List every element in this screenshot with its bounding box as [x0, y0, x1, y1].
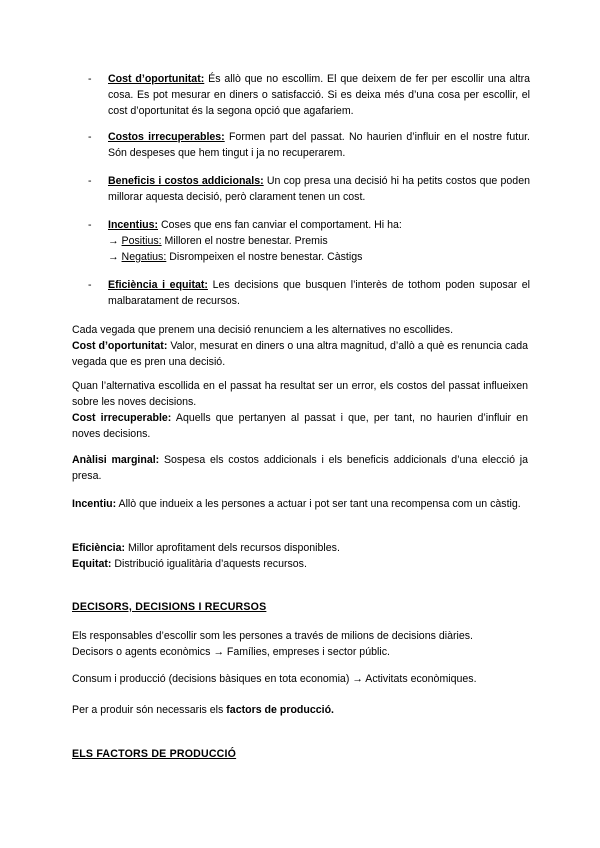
bullet-dash: - [88, 279, 92, 291]
definition-term: Equitat: [72, 558, 112, 570]
bullet-body: Un cop presa una decisió hi ha petits costos que poden millorar aquesta decisió, però clarament tenen un cost. [108, 175, 530, 203]
bullet-dash: - [88, 73, 92, 85]
bullet-body: És allò que no escollim. El que deixem de fer per escollir una altra cosa. Es pot mesurar en diners o satisfacció. Si es deixa més d’una cosa per escollir, el cost d’oportunitat és la segona opció que agafariem. [108, 73, 530, 117]
bullet-term: Cost d’oportunitat: [108, 73, 205, 85]
section1-factors [72, 702, 528, 718]
bullet-dash: - [88, 175, 92, 187]
section-heading-decisors: DECISORS, DECISIONS I RECURSOS [72, 601, 267, 613]
paragraph-text: Quan l’alternativa escollida en el passat ha resultat ser un error, els costos del passat influeixen sobre les noves decisions. [72, 380, 528, 408]
bullet-incentius [90, 217, 530, 265]
definition-text: Valor, mesurat en diners o una altra magnitud, d’allò a què es renuncia cada vegada que es pren una decisió. [72, 340, 528, 368]
bullet-cost-oportunitat [90, 71, 530, 119]
definition-term: Incentiu: [72, 498, 117, 510]
bullet-text [108, 71, 530, 119]
bullet-text [108, 277, 530, 309]
subitem-negatius [108, 249, 530, 265]
paragraph-incentiu [72, 496, 528, 512]
paragraph-text: Cada vegada que prenem una decisió renunciem a les alternatives no escollides. [72, 324, 454, 336]
section-heading-factors: ELS FACTORS DE PRODUCCIÓ [72, 748, 237, 760]
paragraph-analisi-marginal [72, 452, 528, 484]
definition-text: Millor aprofitament dels recursos disponibles. [125, 542, 340, 554]
paragraph-text: Consum i producció (decisions bàsiques en tota economia) → Activitats econòmiques. [72, 673, 477, 685]
paragraph-text: Els responsables d’escollir som les persones a través de milions de decisions diàries. [72, 630, 473, 642]
section1-lines [72, 628, 528, 660]
paragraph-cost-irrecuperable [72, 378, 528, 442]
paragraph-eficiencia-equitat [72, 540, 528, 572]
subitem-term: Negatius: [121, 251, 167, 263]
arrow-icon: → [108, 235, 122, 247]
bullet-text [108, 173, 530, 205]
bullet-dash: - [88, 219, 92, 231]
arrow-icon: → [108, 251, 122, 263]
section1-consum [72, 671, 528, 687]
bullet-term: Incentius: [108, 219, 159, 231]
subitem-body: Disrompeixen el nostre benestar. Càstigs [166, 251, 363, 263]
bullet-body: Coses que ens fan canviar el comportament. Hi ha: [158, 219, 402, 231]
subitem-term: Positius: [121, 235, 162, 247]
bullet-costos-irrecuperables [90, 129, 530, 161]
definition-text: Distribució igualitària d’aquests recursos. [111, 558, 307, 570]
definition-text: Aquells que pertanyen al passat i que, per tant, no haurien d’influir en noves decisions. [72, 412, 528, 440]
bullet-text [108, 217, 530, 233]
paragraph-renuncia [72, 322, 528, 370]
subitem-body: Milloren el nostre benestar. Premis [161, 235, 328, 247]
bullet-eficiencia-equitat [90, 277, 530, 309]
bullet-beneficis-costos [90, 173, 530, 205]
bullet-term: Beneficis i costos addicionals: [108, 175, 264, 187]
definition-term: Cost irrecuperable: [72, 412, 172, 424]
bullet-body: Formen part del passat. No haurien d’influir en el nostre futur. Són despeses que hem tingut i ja no recuperarem. [108, 131, 530, 159]
bullet-text [108, 129, 530, 161]
definition-text: Sospesa els costos addicionals i els beneficis addicionals d’una elecció ja presa. [72, 454, 528, 482]
bullet-dash: - [88, 131, 92, 143]
bullet-term: Costos irrecuperables: [108, 131, 225, 143]
subitem-positius [108, 233, 530, 249]
paragraph-text: Decisors o agents econòmics → Famílies, empreses i sector públic. [72, 646, 390, 658]
bold-term: factors de producció. [226, 704, 335, 716]
paragraph-text: Per a produir són necessaris els [72, 704, 227, 716]
definition-term: Cost d’oportunitat: [72, 340, 168, 352]
definition-term: Eficiència: [72, 542, 125, 554]
bullet-body: Les decisions que busquen l’interès de tothom poden suposar el malbaratament de recursos. [108, 279, 530, 307]
definition-term: Anàlisi marginal: [72, 454, 160, 466]
bullet-term: Eficiència i equitat: [108, 279, 208, 291]
definition-text: Allò que indueix a les persones a actuar i pot ser tant una recompensa com un càstig. [116, 498, 521, 510]
